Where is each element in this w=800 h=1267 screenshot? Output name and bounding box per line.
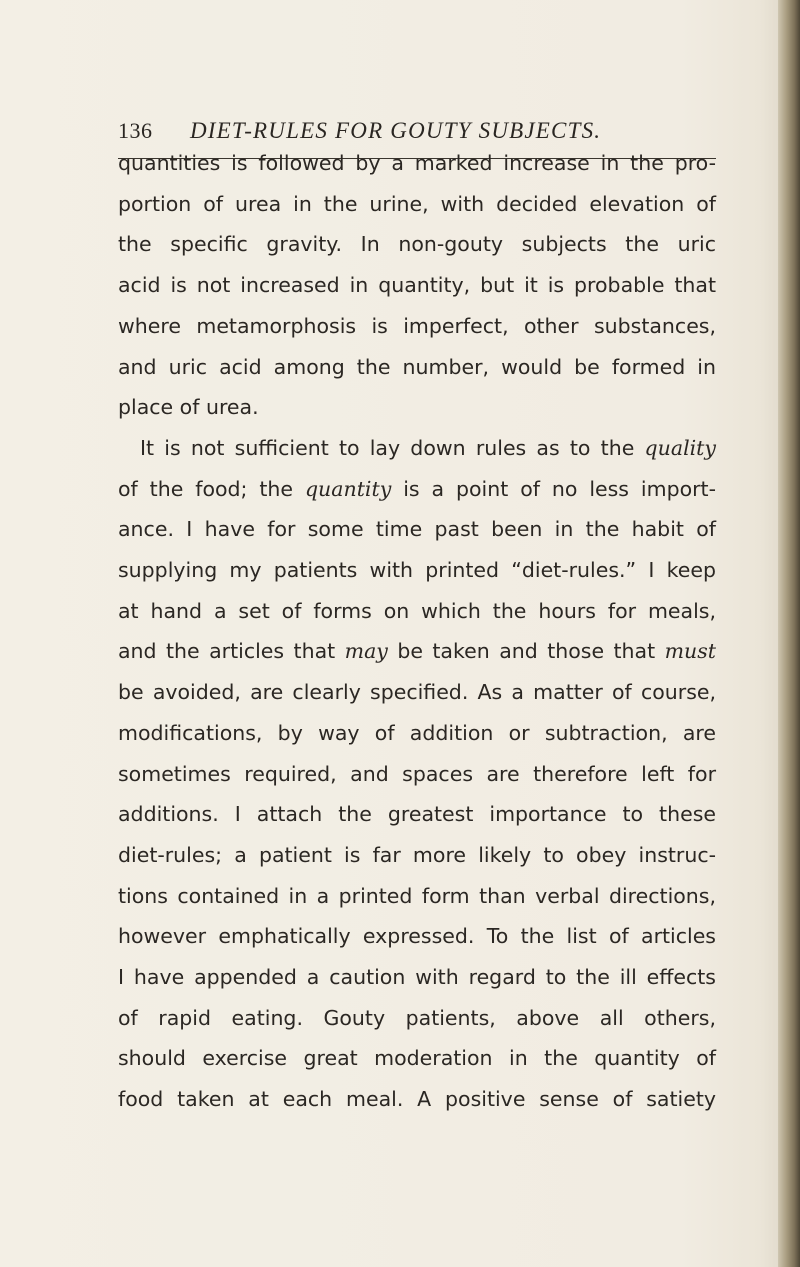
text-segment: food taken at each meal. A positive sense of satiety (118, 1087, 716, 1112)
body-text (118, 143, 716, 1120)
text-line (118, 591, 716, 632)
text-segment: is a point of no less import- (391, 476, 716, 501)
text-segment: portion of urea in the urine, with decided elevation of (118, 191, 716, 216)
text-line (118, 957, 716, 998)
text-segment: where metamorphosis is imperfect, other substances, (118, 313, 716, 338)
text-line (118, 1038, 716, 1079)
text-segment: ance. I have for some time past been in the habit of (118, 517, 716, 542)
text-segment: modifications, by way of addition or subtraction, are (118, 720, 716, 745)
italic-word: must (664, 639, 717, 664)
text-segment: supplying my patients with printed “diet-rules.” I keep (118, 558, 716, 583)
text-segment: diet-rules; a patient is far more likely to obey instruc- (118, 842, 716, 867)
text-segment: be avoided, are clearly specified. As a matter of course, (118, 680, 716, 705)
text-segment: of rapid eating. Gouty patients, above all others, (118, 1005, 716, 1030)
text-line (118, 998, 716, 1039)
text-segment: acid is not increased in quantity, but it is probable that (118, 273, 716, 298)
text-line (118, 672, 716, 713)
text-segment: tions contained in a printed form than verbal directions, (118, 883, 716, 908)
italic-word: quality (644, 435, 716, 460)
text-segment: should exercise great moderation in the quantity of (118, 1046, 716, 1071)
text-line (118, 631, 716, 672)
text-line (118, 876, 716, 917)
text-line (118, 713, 716, 754)
text-line (118, 265, 716, 306)
text-line (118, 835, 716, 876)
text-line (118, 794, 716, 835)
text-line (118, 143, 716, 184)
text-segment: quantities is followed by a marked increase in the pro- (118, 151, 716, 175)
running-title: DIET-RULES FOR GOUTY SUBJECTS. (190, 118, 602, 143)
text-line (118, 224, 716, 265)
text-segment: be taken and those that (387, 639, 665, 664)
italic-word: quantity (304, 476, 392, 501)
text-line (118, 428, 716, 469)
page-number: 136 (118, 118, 153, 143)
text-line (118, 509, 716, 550)
text-segment: the specific gravity. In non-gouty subjects the uric (118, 232, 716, 257)
text-line (118, 387, 716, 428)
text-segment: at hand a set of forms on which the hours for meals, (118, 598, 716, 623)
text-line (118, 347, 716, 388)
text-segment: and the articles that (118, 639, 345, 664)
text-line (118, 469, 716, 510)
text-segment: I have appended a caution with regard to the ill effects (118, 965, 716, 990)
text-segment: additions. I attach the greatest importance to these (118, 802, 716, 827)
page-edge-shadow (778, 0, 800, 1267)
text-line (118, 550, 716, 591)
text-segment: sometimes required, and spaces are therefore left for (118, 761, 716, 786)
text-line (118, 1079, 716, 1120)
text-line (118, 916, 716, 957)
text-line (118, 306, 716, 347)
text-line (118, 754, 716, 795)
italic-word: may (344, 639, 388, 664)
text-segment: of the food; the (118, 476, 305, 501)
text-segment: It is not sufficient to lay down rules as to the (140, 435, 645, 460)
text-segment: and uric acid among the number, would be formed in (118, 354, 716, 379)
text-line (118, 184, 716, 225)
text-segment: however emphatically expressed. To the list of articles (118, 924, 716, 949)
text-segment: place of urea. (118, 395, 259, 420)
